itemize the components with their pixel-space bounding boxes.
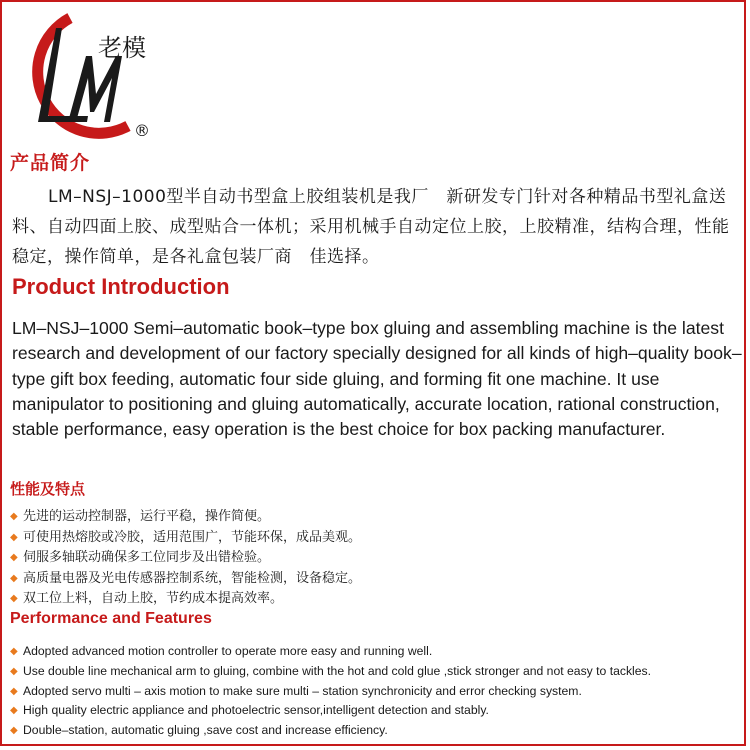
cn-intro-title: 产品简介	[10, 152, 91, 174]
list-item: ◆ High quality electric appliance and photoelectric sensor,intelligent detection and stably.	[10, 701, 745, 721]
registered-mark: ®	[134, 121, 150, 140]
en-intro-title: Product Introduction	[12, 274, 230, 299]
list-item: ◆ Adopted advanced motion controller to operate more easy and running well.	[10, 642, 745, 662]
diamond-bullet-icon: ◆	[10, 646, 18, 657]
list-item: ◆ 高质量电器及光电传感器控制系统，智能检测，设备稳定。	[10, 569, 710, 590]
en-features-list	[10, 642, 745, 741]
diamond-bullet-icon: ◆	[10, 593, 18, 604]
logo-letter-m	[68, 56, 122, 122]
cn-features-list	[10, 507, 710, 610]
diamond-bullet-icon: ◆	[10, 665, 18, 677]
diamond-bullet-icon: ◆	[10, 685, 18, 697]
list-item: ◆ 先进的运动控制器，运行平稳，操作简便。	[10, 507, 710, 528]
list-item: ◆ Use double line mechanical arm to gluing, combine with the hot and cold glue ,stick stronger and not easy to tackles.	[10, 662, 745, 682]
en-intro-body: LM–NSJ–1000 Semi–automatic book–type box gluing and assembling machine is the latest research and development of our factory specially designed for all kinds of high–quality book–type gift box feeding, automatic four side gluing, and forming fit one machine. It use manipulator to positioning and gluing automatically, accurate location, rational construction, stable performance, easy operation is the best choice for box packing manufacturer.	[12, 318, 742, 440]
logo-chinese-name: 老模	[98, 34, 146, 62]
list-item: ◆ 可使用热熔胶或冷胶，适用范围广，节能环保，成品美观。	[10, 528, 710, 549]
list-item: ◆ Double–station, automatic gluing ,save cost and increase efficiency.	[10, 721, 745, 741]
cn-intro-body: LM–NSJ–1000型半自动书型盒上胶组装机是我厂 新研发专门针对各种精品书型礼盒送料、自动四面上胶、成型贴合一体机；采用机械手自动定位上胶，上胶精准，结构合理，性能稳定，操作简单，是各礼盒包装厂商 佳选择。	[12, 187, 730, 267]
diamond-bullet-icon: ◆	[10, 552, 18, 563]
en-features-title: Performance and Features	[10, 610, 212, 627]
cn-features-title: 性能及特点	[10, 480, 86, 498]
list-item: ◆ 双工位上料，自动上胶，节约成本提高效率。	[10, 589, 710, 610]
list-item: ◆ 伺服多轴联动确保多工位同步及出错检验。	[10, 548, 710, 569]
diamond-bullet-icon: ◆	[10, 511, 18, 522]
diamond-bullet-icon: ◆	[10, 725, 18, 737]
diamond-bullet-icon: ◆	[10, 531, 18, 543]
diamond-bullet-icon: ◆	[10, 705, 18, 717]
list-item: ◆ Adopted servo multi – axis motion to make sure multi – station synchronicity and error checking system.	[10, 682, 745, 702]
company-logo	[8, 8, 168, 143]
diamond-bullet-icon: ◆	[10, 572, 18, 584]
